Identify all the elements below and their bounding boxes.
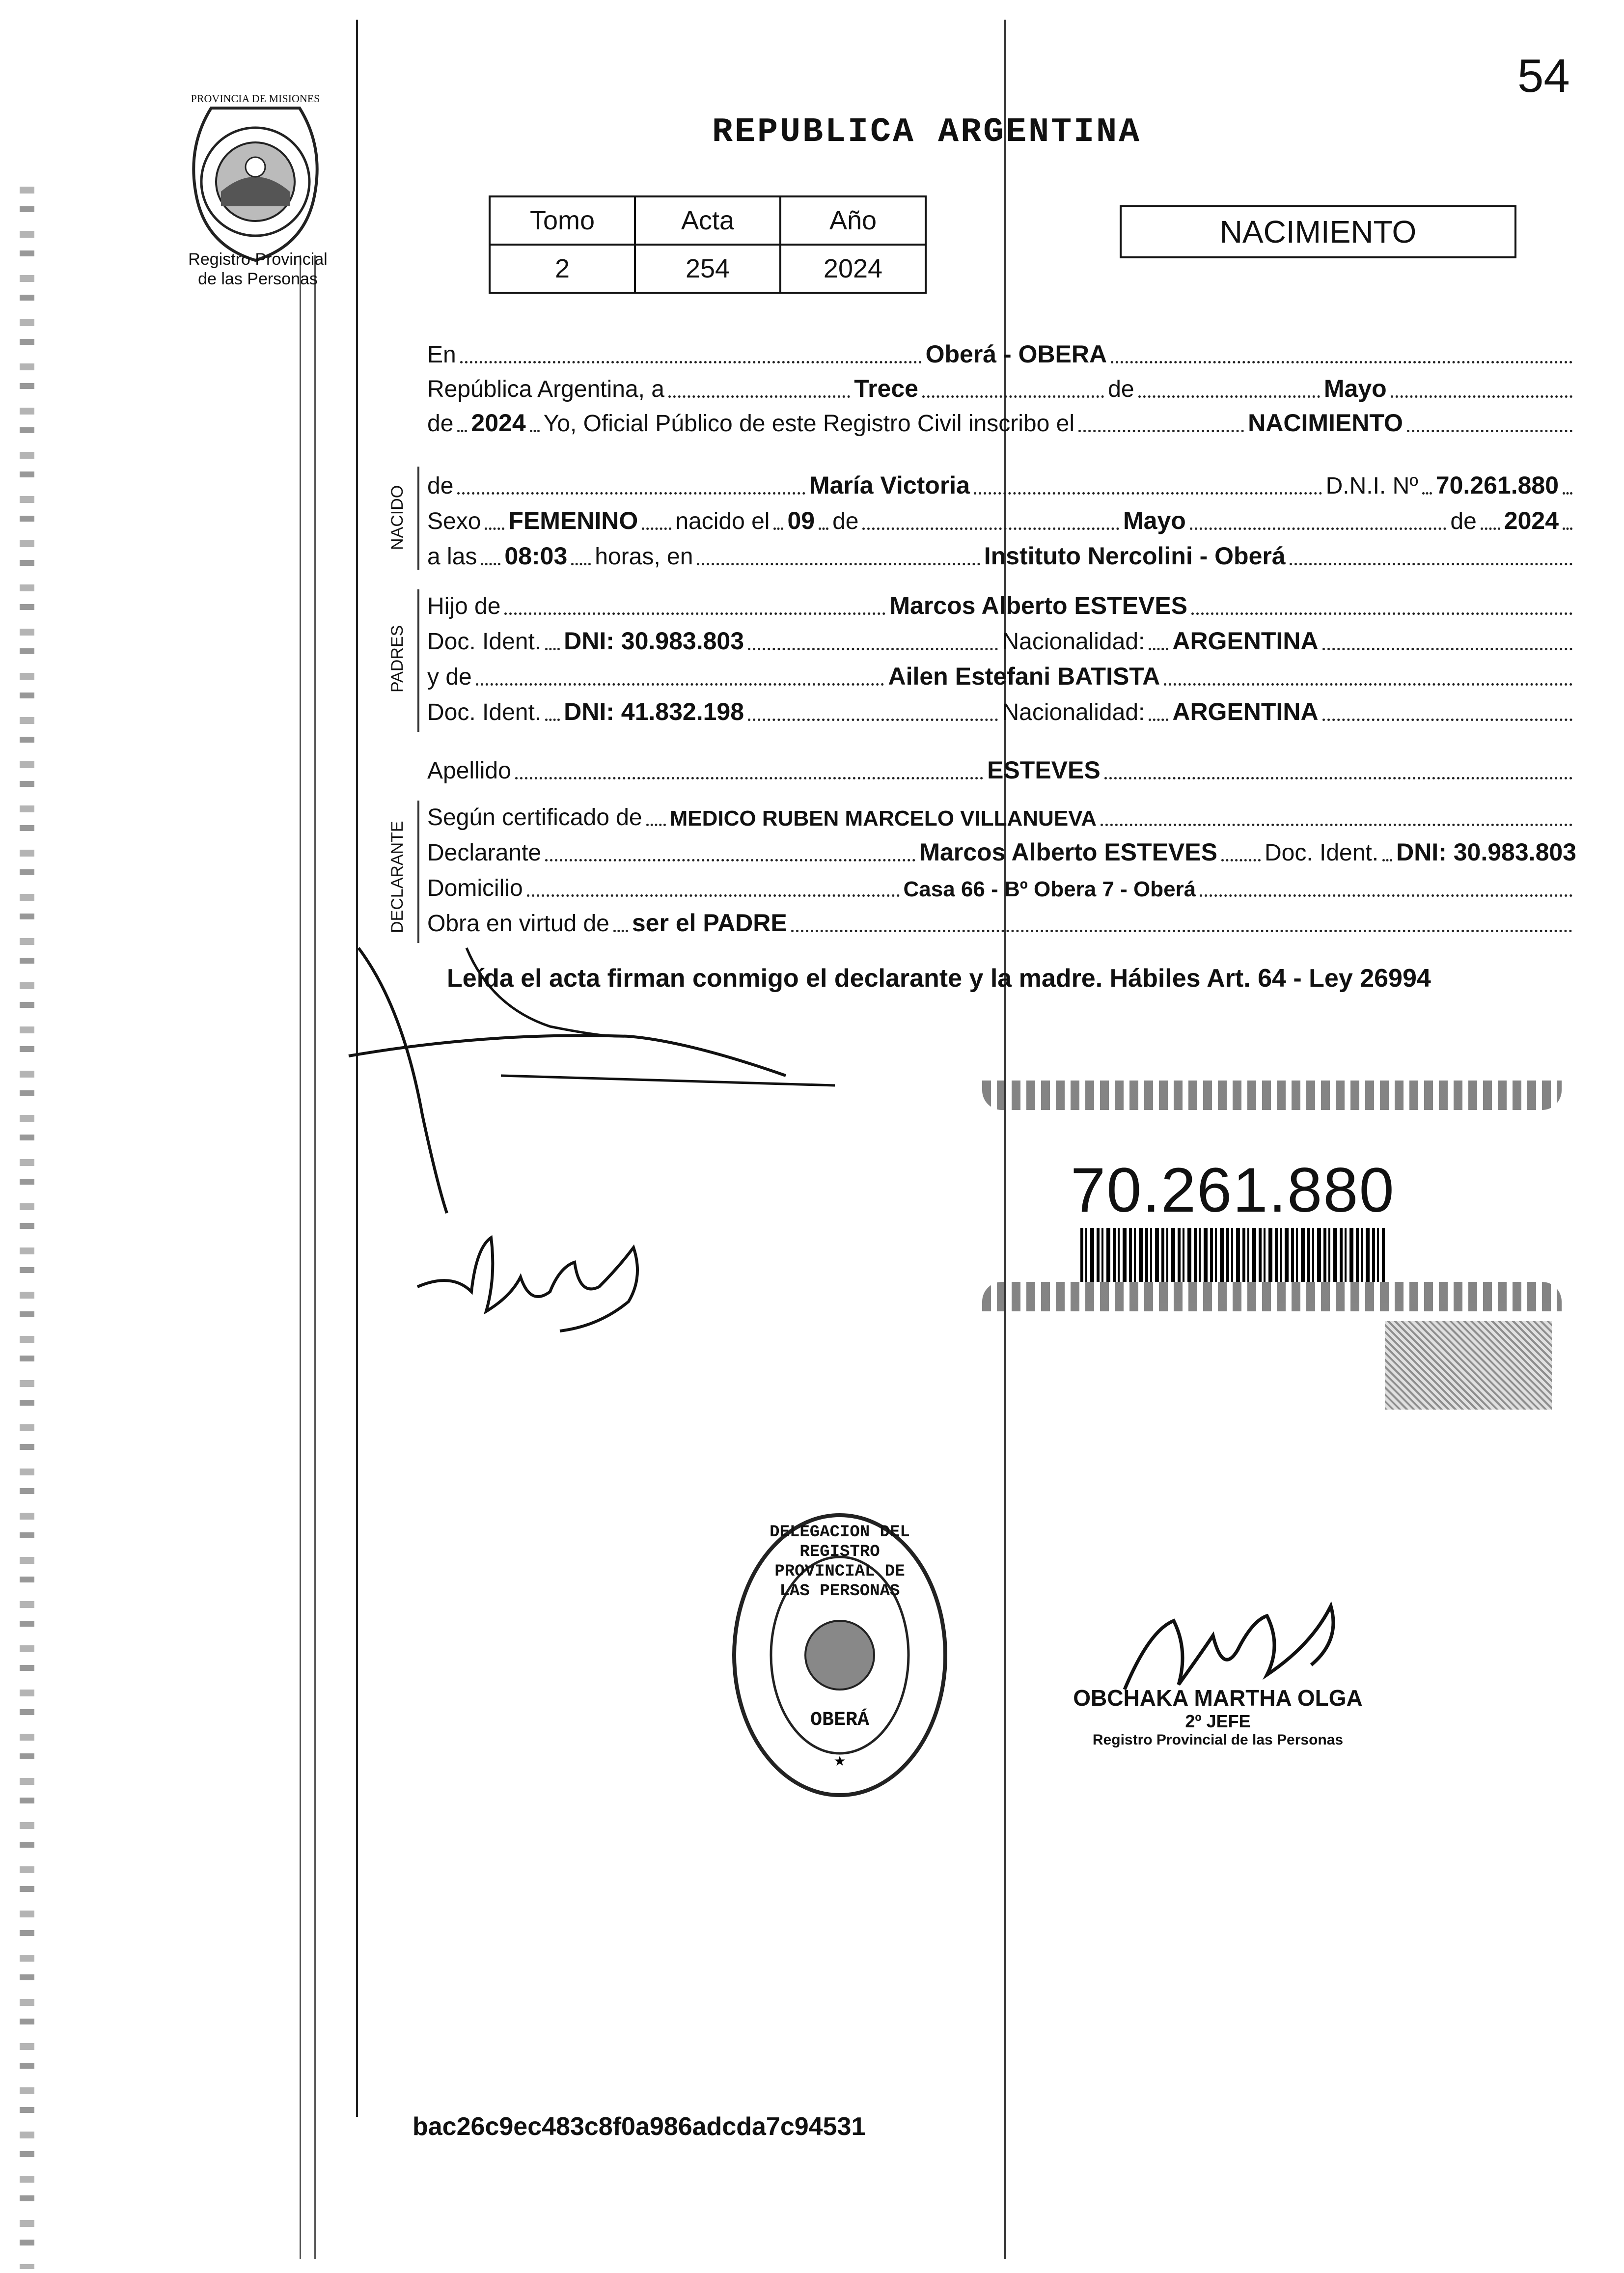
security-sticker [982, 1081, 1562, 1311]
registry-value-acta: 254 [635, 245, 780, 293]
margin-line-inner [300, 255, 301, 2259]
father-name: Marcos Alberto ESTEVES [889, 592, 1188, 619]
inscribo-label: Yo, Oficial Público de este Registro Civil inscribo el [543, 411, 1075, 437]
intro-act: NACIMIENTO [1248, 409, 1403, 437]
registry-table [489, 195, 927, 294]
apellido-section [427, 749, 1576, 784]
stamp-ring-text: DELEGACION DEL REGISTRO PROVINCIAL DE LAS PERSONAS [770, 1523, 910, 1601]
birth-day: 09 [787, 507, 815, 534]
stamp-center-text: OBERÁ [810, 1709, 870, 1731]
apellido-label: Apellido [427, 758, 511, 784]
nacido-section-label: NACIDO [388, 485, 407, 550]
registry-header-tomo: Tomo [490, 196, 635, 245]
child-dni: 70.261.880 [1435, 471, 1559, 499]
father-doc: DNI: 30.983.803 [564, 627, 744, 655]
province-logo [167, 88, 344, 265]
birth-time: 08:03 [504, 542, 568, 570]
intro-month: Mayo [1323, 375, 1387, 402]
logo-caption [162, 249, 354, 289]
registry-value-tomo: 2 [490, 245, 635, 293]
intro-de-year-label: de [427, 411, 454, 437]
birth-de-label: de [832, 508, 859, 534]
intro-de-label: de [1108, 376, 1134, 402]
logo-seal-text: PROVINCIA DE MISIONES [191, 92, 320, 105]
birth-de-year-label: de [1450, 508, 1477, 534]
official-name: OBCHAKA MARTHA OLGA [1073, 1685, 1363, 1711]
yde-label: y de [427, 664, 472, 690]
margin-line-inner2 [314, 255, 316, 2259]
obra-label: Obra en virtud de [427, 911, 609, 937]
sticker-pattern-top [982, 1081, 1562, 1110]
nacido-bracket [417, 467, 419, 570]
closing-statement: Leída el acta firman conmigo el declarante y la madre. Hábiles Art. 64 - Ley 26994 [447, 964, 1431, 993]
official-block [1031, 1685, 1404, 1748]
left-scan-edge [20, 187, 34, 2269]
page-number: 54 [1517, 50, 1570, 102]
dni-label: D.N.I. Nº [1325, 473, 1418, 499]
mother-doc: DNI: 41.832.198 [564, 698, 744, 725]
horas-label: horas, en [595, 544, 693, 570]
logo-caption-line-1: Registro Provincial [188, 250, 328, 269]
registry-header-acta: Acta [635, 196, 780, 245]
child-sex: FEMENINO [508, 507, 638, 534]
decl-label: Declarante [427, 840, 542, 866]
intro-section [427, 334, 1576, 437]
nacido-de-label: de [427, 473, 454, 499]
declarant-doc: DNI: 30.983.803 [1396, 838, 1576, 866]
official-role: 2º JEFE [1185, 1711, 1251, 1731]
child-name: María Victoria [809, 471, 970, 499]
svg-text:★: ★ [833, 1753, 846, 1769]
registry-header-row [490, 196, 926, 245]
en-label: En [427, 342, 456, 368]
birth-place: Instituto Nercolini - Oberá [984, 542, 1286, 570]
sexo-label: Sexo [427, 508, 481, 534]
document-title: REPUBLICA ARGENTINA [712, 113, 1142, 152]
logo-caption-line-2: de las Personas [198, 270, 318, 288]
father-nationality: ARGENTINA [1172, 627, 1319, 655]
certifier: MEDICO RUBEN MARCELO VILLANUEVA [669, 806, 1097, 831]
apellido-value: ESTEVES [987, 756, 1101, 784]
padres-section [427, 584, 1576, 732]
mother-nat-label: Nacionalidad: [1002, 699, 1145, 725]
republica-label: República Argentina, a [427, 376, 664, 402]
cert-label: Según certificado de [427, 804, 642, 831]
intro-place: Oberá - OBERA [925, 340, 1107, 368]
declarante-section-label: DECLARANTE [388, 821, 407, 933]
barcode [1080, 1228, 1385, 1282]
mother-signature [413, 1218, 658, 1346]
nacido-el-label: nacido el [675, 508, 770, 534]
birth-year: 2024 [1504, 507, 1559, 534]
official-org: Registro Provincial de las Personas [1092, 1732, 1344, 1748]
registry-value-ano: 2024 [780, 245, 926, 293]
mother-doc-label: Doc. Ident. [427, 699, 542, 725]
hijo-label: Hijo de [427, 593, 501, 619]
decl-doc-label: Doc. Ident. [1264, 840, 1379, 866]
intro-year: 2024 [471, 409, 526, 437]
mother-name: Ailen Estefani BATISTA [888, 663, 1160, 690]
act-type-box: NACIMIENTO [1120, 205, 1516, 258]
padres-section-label: PADRES [388, 625, 407, 693]
mother-nationality: ARGENTINA [1172, 698, 1319, 725]
alas-label: a las [427, 544, 477, 570]
registry-header-ano: Año [780, 196, 926, 245]
obra-value: ser el PADRE [632, 909, 787, 937]
birth-month: Mayo [1123, 507, 1186, 534]
security-hologram [1385, 1321, 1552, 1410]
father-doc-label: Doc. Ident. [427, 629, 542, 655]
intro-day: Trece [854, 375, 918, 402]
barcode-number: 70.261.880 [1071, 1155, 1395, 1225]
document-hash: bac26c9ec483c8f0a986adcda7c94531 [413, 2112, 866, 2141]
sticker-pattern-bottom [982, 1282, 1562, 1311]
nacido-section [427, 464, 1576, 572]
padres-bracket [417, 589, 419, 732]
registry-value-row [490, 245, 926, 293]
father-nat-label: Nacionalidad: [1002, 629, 1145, 655]
official-stamp [727, 1508, 953, 1802]
dom-label: Domicilio [427, 875, 523, 901]
domicile: Casa 66 - Bº Obera 7 - Oberá [903, 877, 1196, 901]
declarant-name: Marcos Alberto ESTEVES [919, 838, 1217, 866]
